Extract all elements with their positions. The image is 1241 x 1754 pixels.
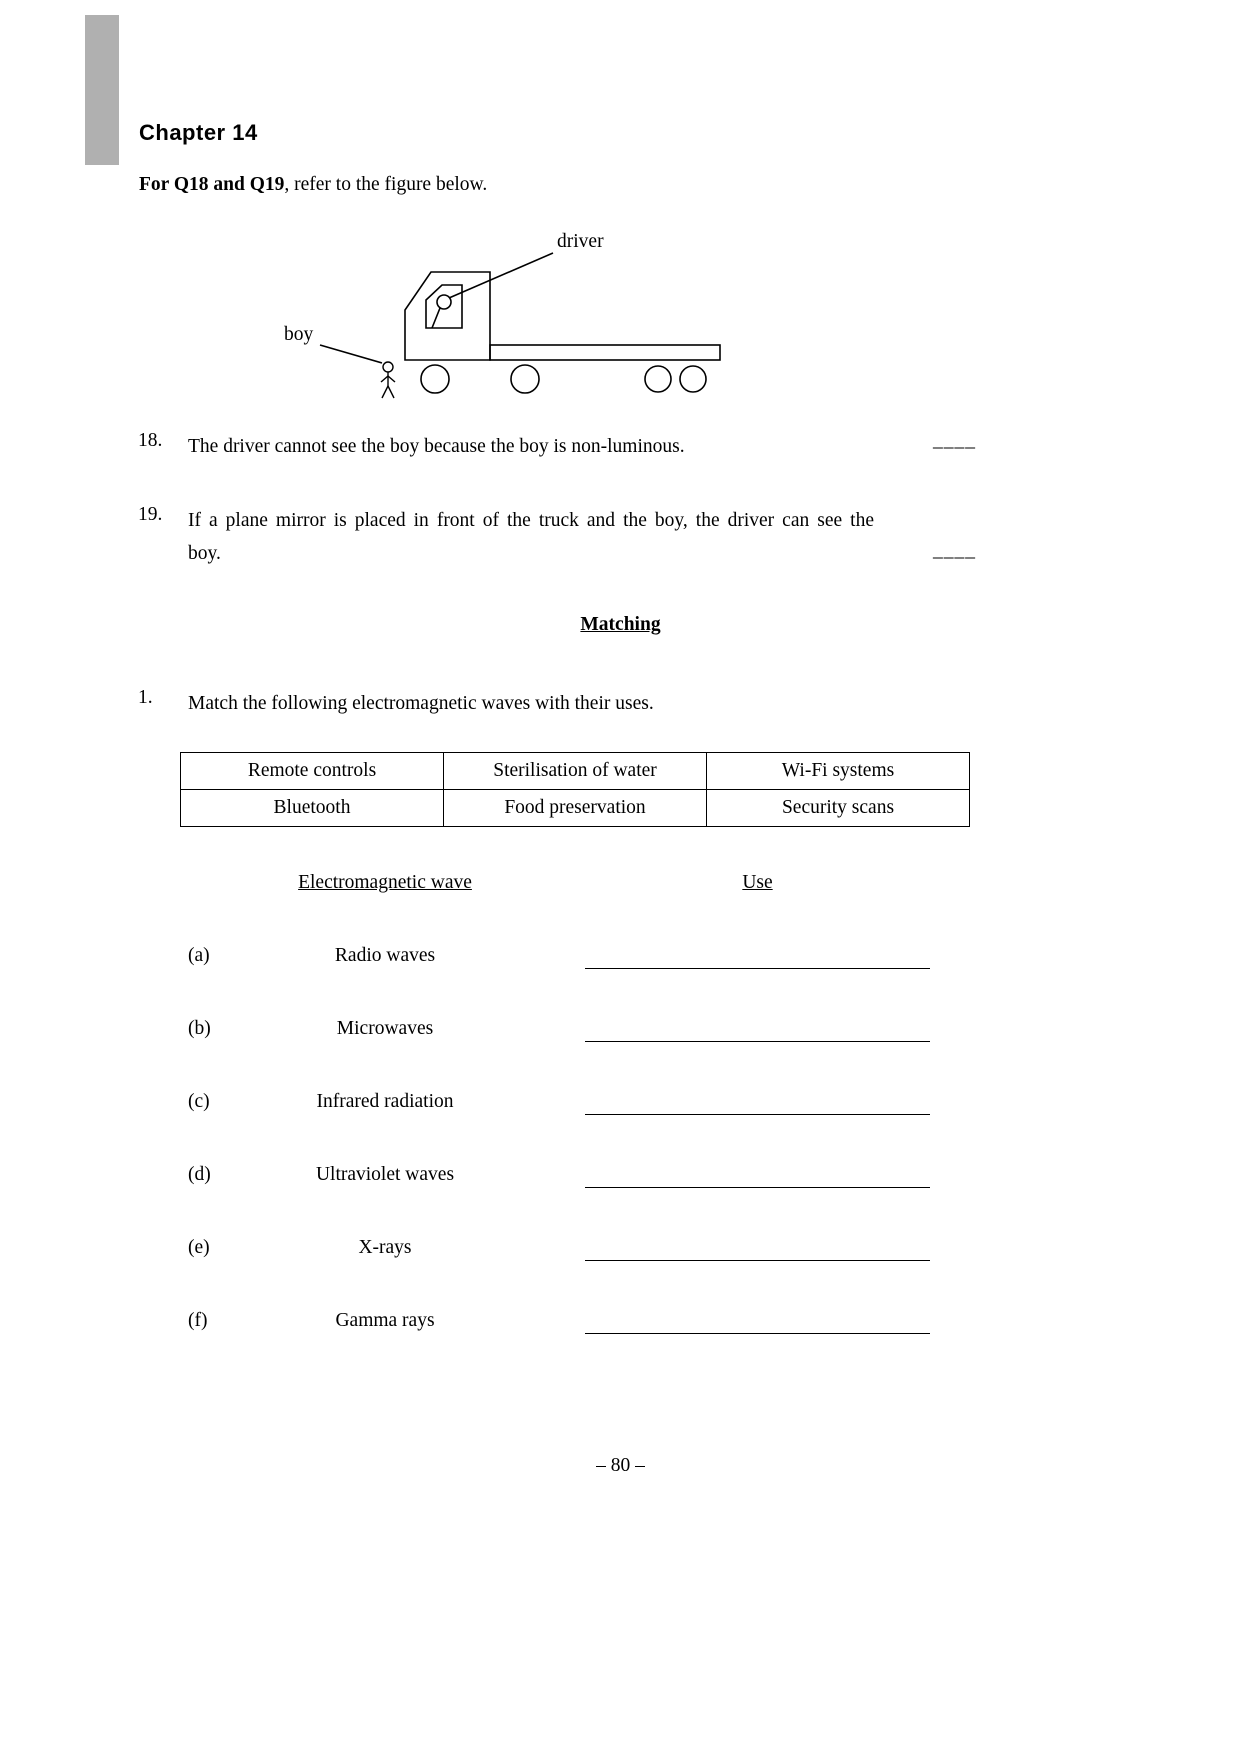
answer-blank [585,1091,930,1115]
word-bank-cell: Sterilisation of water [444,753,707,790]
question-19-answer-blank: ____ [933,540,976,561]
question-18-number: 18. [138,430,163,451]
question-19-line2: boy. [188,543,221,564]
chapter-title: Chapter 14 [139,120,258,145]
driver-pointer-line [449,253,553,298]
answer-blank [585,1018,930,1042]
item-letter: (e) [188,1237,210,1258]
word-bank-cell: Food preservation [444,790,707,827]
truck-diagram [270,228,750,408]
truck-wheel-front [421,365,449,393]
truck-wheel-mid [511,365,539,393]
boy-stick-figure [381,362,395,398]
matching-question-text: Match the following electromagnetic waves with their uses. [188,693,654,714]
truck-wheel-rear-2 [680,366,706,392]
matching-section-heading: Matching [580,614,661,635]
item-wave: Ultraviolet waves [315,1164,455,1185]
item-wave: Microwaves [336,1018,434,1039]
column-header-use: Use [742,872,773,893]
word-bank-cell: Bluetooth [181,790,444,827]
intro-rest-text: , refer to the figure below. [284,174,488,195]
boy-label: boy [284,324,314,345]
driver-circle [437,295,451,309]
word-bank-cell: Remote controls [181,753,444,790]
page-number: – 80 – [596,1455,645,1476]
word-bank-cell: Wi-Fi systems [707,753,970,790]
truck-figure [270,228,750,408]
item-wave: Radio waves [334,945,436,966]
item-letter: (d) [188,1164,211,1185]
driver-body-line [432,308,440,328]
word-bank-row [181,790,970,827]
column-header-wave: Electromagnetic wave [298,872,472,893]
answer-blank [585,1164,930,1188]
word-bank-row [181,753,970,790]
question-18-text: The driver cannot see the boy because the boy is non-luminous. [188,436,685,457]
boy-pointer-line [320,345,382,363]
item-letter: (a) [188,945,210,966]
answer-blank [585,945,930,969]
question-19-line1: If a plane mirror is placed in front of the truck and the boy, the driver can see the [188,510,874,531]
driver-label: driver [557,231,604,252]
margin-bar [85,15,119,165]
item-letter: (f) [188,1310,208,1331]
word-bank-table [180,752,970,827]
question-18-answer-blank: ____ [933,430,976,451]
item-wave: X-rays [358,1237,412,1258]
item-wave: Infrared radiation [316,1091,454,1112]
question-19-number: 19. [138,504,163,525]
question-19-text [188,504,874,570]
intro-line [139,174,487,196]
matching-question-number: 1. [138,687,153,708]
answer-blank [585,1310,930,1334]
truck-flatbed [490,345,720,360]
item-letter: (c) [188,1091,210,1112]
intro-bold-text: For Q18 and Q19 [139,174,285,195]
item-wave: Gamma rays [335,1310,435,1331]
item-letter: (b) [188,1018,211,1039]
answer-blank [585,1237,930,1261]
word-bank-cell: Security scans [707,790,970,827]
truck-wheel-rear-1 [645,366,671,392]
truck-window [426,285,462,328]
